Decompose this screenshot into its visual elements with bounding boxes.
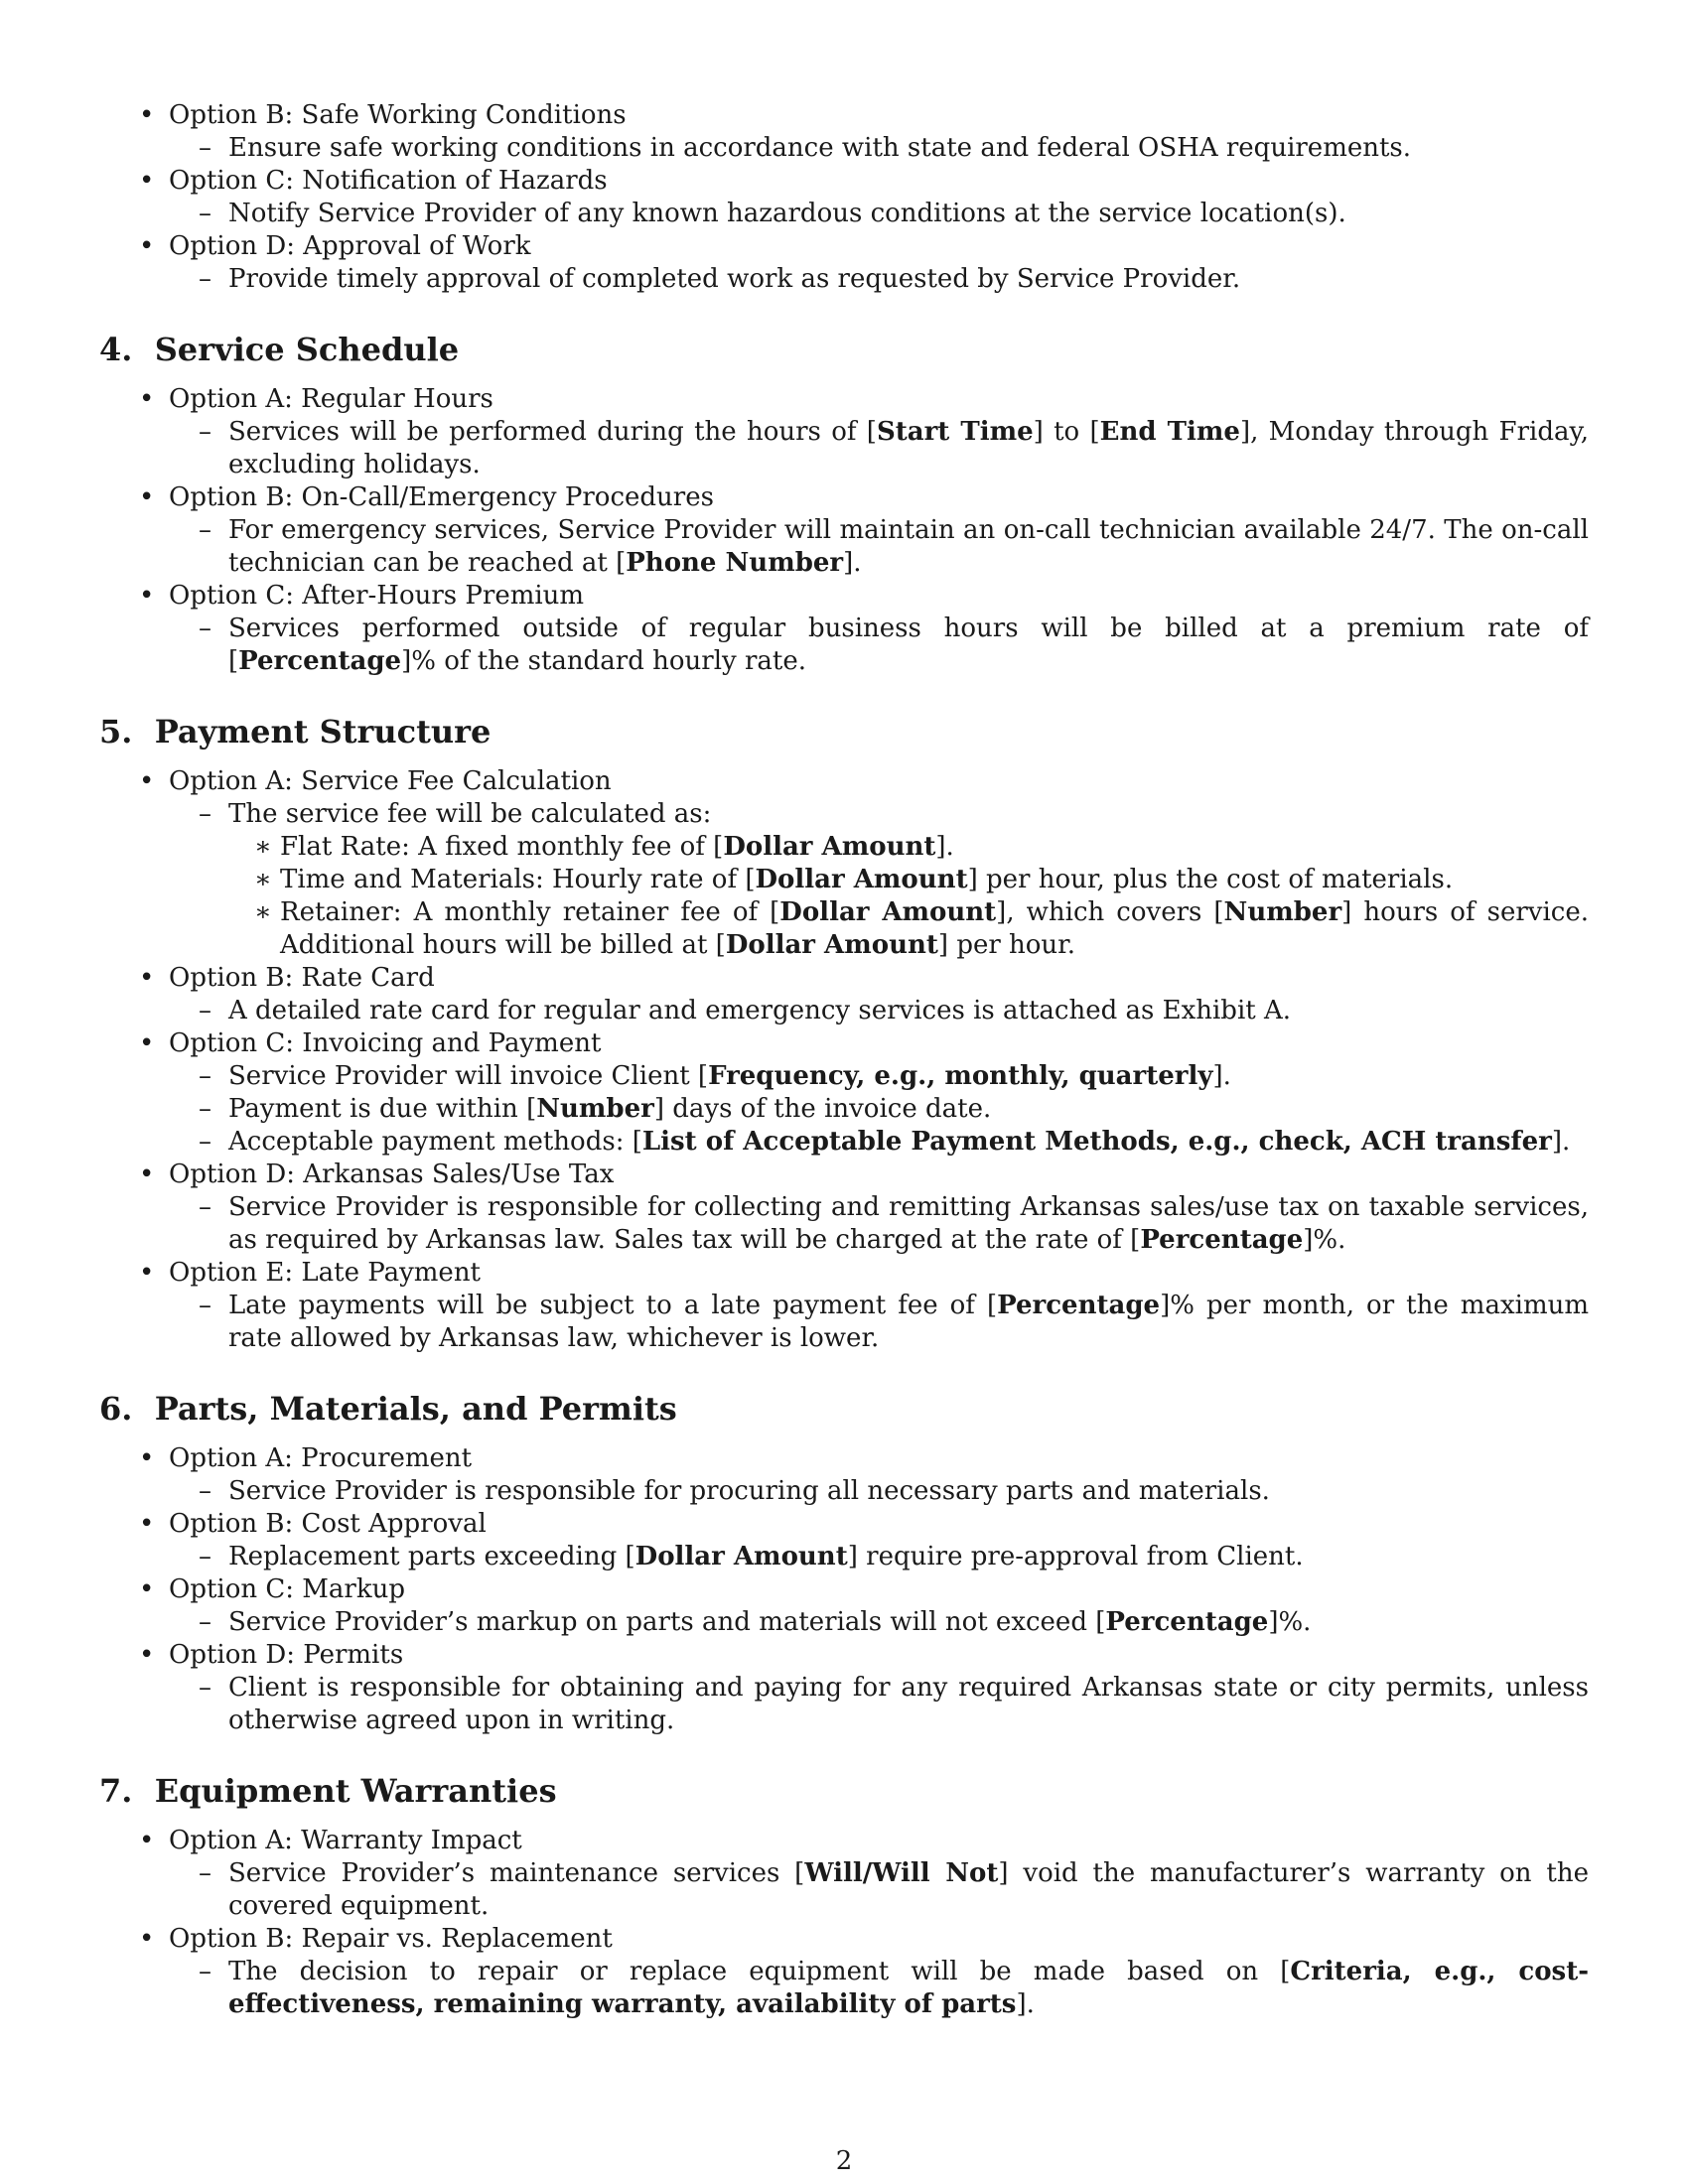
sub-item bbox=[99, 1956, 1589, 2021]
list-item bbox=[99, 165, 1589, 198]
text: Acceptable payment methods: [ bbox=[228, 1127, 642, 1157]
text: ] void the manufacturer’s warranty on the covered equipment. bbox=[228, 1858, 1589, 1921]
section-heading: 7. Equipment Warranties bbox=[99, 1772, 557, 1810]
text: Services performed outside of regular business hours will be billed at a premium rate of [ bbox=[228, 614, 1589, 676]
option-label: Option D: Arkansas Sales/Use Tax bbox=[169, 1160, 615, 1189]
list-item bbox=[99, 1825, 1589, 1857]
option-label: Option B: Cost Approval bbox=[169, 1509, 487, 1539]
option-label: Option E: Late Payment bbox=[169, 1258, 482, 1288]
option-label: Option B: Repair vs. Replacement bbox=[169, 1924, 613, 1954]
text: Retainer: A monthly retainer fee of [ bbox=[280, 897, 780, 927]
placeholder-field: Number bbox=[1223, 897, 1342, 927]
placeholder-field: End Time bbox=[1099, 417, 1240, 447]
section-3-continued bbox=[99, 99, 1589, 296]
list-item bbox=[99, 1257, 1589, 1290]
placeholder-field: Dollar Amount bbox=[723, 832, 936, 862]
sub-item bbox=[99, 1060, 1589, 1093]
text: Service Provider will invoice Client [ bbox=[228, 1061, 709, 1091]
option-text: Provide timely approval of completed work as requested by Service Provider. bbox=[228, 264, 1241, 294]
section-heading: 6. Parts, Materials, and Permits bbox=[99, 1390, 677, 1428]
sub-item bbox=[99, 263, 1589, 296]
option-label: Option A: Procurement bbox=[169, 1443, 473, 1473]
text: Service Provider is responsible for procuring all necessary parts and materials. bbox=[228, 1476, 1270, 1506]
section-heading: 4. Service Schedule bbox=[99, 331, 460, 368]
text: For emergency services, Service Provider will maintain an on-call technician available 24/7. The on-call technician can be reached at [ bbox=[228, 515, 1589, 578]
option-label: Option A: Regular Hours bbox=[169, 384, 493, 414]
sub-item bbox=[99, 1541, 1589, 1573]
option-label: Option C: After-Hours Premium bbox=[169, 581, 585, 611]
sub-item bbox=[99, 514, 1589, 580]
list-item bbox=[99, 230, 1589, 263]
option-label: Option A: Warranty Impact bbox=[169, 1826, 522, 1855]
section-4 bbox=[99, 296, 1589, 678]
option-label: Option B: On-Call/Emergency Procedures bbox=[169, 482, 714, 512]
text: ] days of the invoice date. bbox=[653, 1094, 992, 1124]
sub-item bbox=[99, 1290, 1589, 1355]
sub-item bbox=[99, 613, 1589, 678]
text: ]. bbox=[1212, 1061, 1231, 1091]
list-item bbox=[99, 962, 1589, 995]
list-item bbox=[99, 1508, 1589, 1541]
option-label: Option C: Invoicing and Payment bbox=[169, 1028, 602, 1058]
section-6 bbox=[99, 1355, 1589, 1737]
text: ]. bbox=[843, 548, 862, 578]
option-label: Option B: Safe Working Conditions bbox=[169, 100, 627, 130]
list-item bbox=[99, 1639, 1589, 1672]
text: ] require pre-approval from Client. bbox=[847, 1542, 1304, 1571]
option-text: Notify Service Provider of any known hazardous conditions at the service location(s). bbox=[228, 199, 1346, 228]
sub-item bbox=[99, 198, 1589, 230]
placeholder-field: Percentage bbox=[238, 646, 402, 676]
placeholder-field: Dollar Amount bbox=[725, 930, 938, 960]
list-item bbox=[99, 1923, 1589, 1956]
text: ]%. bbox=[1268, 1607, 1312, 1637]
text: ], Monday through Friday, excluding holidays. bbox=[228, 417, 1589, 479]
text: Services will be performed during the hours of [ bbox=[228, 417, 877, 447]
text: ] to [ bbox=[1033, 417, 1100, 447]
option-label: Option D: Permits bbox=[169, 1640, 404, 1670]
list-item bbox=[99, 580, 1589, 613]
sub-item bbox=[99, 798, 1589, 831]
option-text: Ensure safe working conditions in accordance with state and federal OSHA requirements. bbox=[228, 133, 1412, 163]
placeholder-field: Will/Will Not bbox=[804, 1858, 999, 1888]
text: ], which covers [ bbox=[996, 897, 1224, 927]
sub-sub-item bbox=[99, 896, 1589, 962]
text: ] hours of service. Additional hours will be billed at [ bbox=[280, 897, 1589, 960]
text: A detailed rate card for regular and emergency services is attached as Exhibit A. bbox=[228, 996, 1292, 1025]
text: ]. bbox=[1016, 1989, 1035, 2019]
sub-item bbox=[99, 1475, 1589, 1508]
option-label: Option C: Notification of Hazards bbox=[169, 166, 608, 196]
sub-sub-item bbox=[99, 864, 1589, 896]
text: The service fee will be calculated as: bbox=[228, 799, 712, 829]
sub-item bbox=[99, 1093, 1589, 1126]
text: ] per hour, plus the cost of materials. bbox=[967, 865, 1454, 894]
sub-item bbox=[99, 995, 1589, 1027]
placeholder-field: Number bbox=[536, 1094, 654, 1124]
text: Time and Materials: Hourly rate of [ bbox=[280, 865, 756, 894]
sub-item bbox=[99, 1857, 1589, 1923]
list-item bbox=[99, 1442, 1589, 1475]
text: Client is responsible for obtaining and paying for any required Arkansas state or city permits, unless otherwise agreed upon in writing. bbox=[228, 1673, 1589, 1735]
sub-item bbox=[99, 1126, 1589, 1159]
list-item bbox=[99, 1573, 1589, 1606]
sub-item bbox=[99, 1606, 1589, 1639]
placeholder-field: Dollar Amount bbox=[634, 1542, 848, 1571]
placeholder-field: Percentage bbox=[1140, 1225, 1304, 1255]
text: Payment is due within [ bbox=[228, 1094, 537, 1124]
option-label: Option C: Markup bbox=[169, 1574, 405, 1604]
section-5 bbox=[99, 678, 1589, 1355]
option-label: Option B: Rate Card bbox=[169, 963, 435, 993]
section-heading: 5. Payment Structure bbox=[99, 713, 492, 751]
section-7 bbox=[99, 1737, 1589, 2021]
text: ]% of the standard hourly rate. bbox=[401, 646, 806, 676]
sub-sub-item bbox=[99, 831, 1589, 864]
placeholder-field: Percentage bbox=[1105, 1607, 1269, 1637]
text: ]. bbox=[935, 832, 954, 862]
placeholder-field: Percentage bbox=[997, 1291, 1161, 1320]
placeholder-field: List of Acceptable Payment Methods, e.g., check, ACH transfer bbox=[641, 1127, 1552, 1157]
sub-item bbox=[99, 132, 1589, 165]
document-page bbox=[99, 99, 1589, 2021]
sub-item bbox=[99, 416, 1589, 481]
text: ]%. bbox=[1303, 1225, 1346, 1255]
sub-item bbox=[99, 1191, 1589, 1257]
list-item bbox=[99, 1027, 1589, 1060]
list-item bbox=[99, 481, 1589, 514]
text: ]. bbox=[1551, 1127, 1571, 1157]
list-item bbox=[99, 383, 1589, 416]
placeholder-field: Dollar Amount bbox=[755, 865, 968, 894]
text: Service Provider’s markup on parts and materials will not exceed [ bbox=[228, 1607, 1106, 1637]
placeholder-field: Criteria, e.g., cost-effectiveness, remaining warranty, availability of parts bbox=[228, 1957, 1589, 2019]
text: Service Provider’s maintenance services [ bbox=[228, 1858, 805, 1888]
text: ] per hour. bbox=[937, 930, 1076, 960]
sub-item bbox=[99, 1672, 1589, 1737]
text: Service Provider is responsible for collecting and remitting Arkansas sales/use tax on taxable services, as required by Arkansas law. Sales tax will be charged at the rate of [ bbox=[228, 1192, 1589, 1255]
text: Late payments will be subject to a late payment fee of [ bbox=[228, 1291, 998, 1320]
option-label: Option D: Approval of Work bbox=[169, 231, 531, 261]
text: The decision to repair or replace equipment will be made based on [ bbox=[228, 1957, 1291, 1986]
option-label: Option A: Service Fee Calculation bbox=[169, 766, 612, 796]
text: Replacement parts exceeding [ bbox=[228, 1542, 635, 1571]
page-number: 2 bbox=[835, 2146, 853, 2176]
placeholder-field: Start Time bbox=[876, 417, 1034, 447]
text: ]% per month, or the maximum rate allowed by Arkansas law, whichever is lower. bbox=[228, 1291, 1589, 1353]
placeholder-field: Phone Number bbox=[626, 548, 844, 578]
list-item bbox=[99, 1159, 1589, 1191]
placeholder-field: Dollar Amount bbox=[779, 897, 997, 927]
placeholder-field: Frequency, e.g., monthly, quarterly bbox=[708, 1061, 1213, 1091]
list-item bbox=[99, 99, 1589, 132]
list-item bbox=[99, 765, 1589, 798]
text: Flat Rate: A fixed monthly fee of [ bbox=[280, 832, 724, 862]
